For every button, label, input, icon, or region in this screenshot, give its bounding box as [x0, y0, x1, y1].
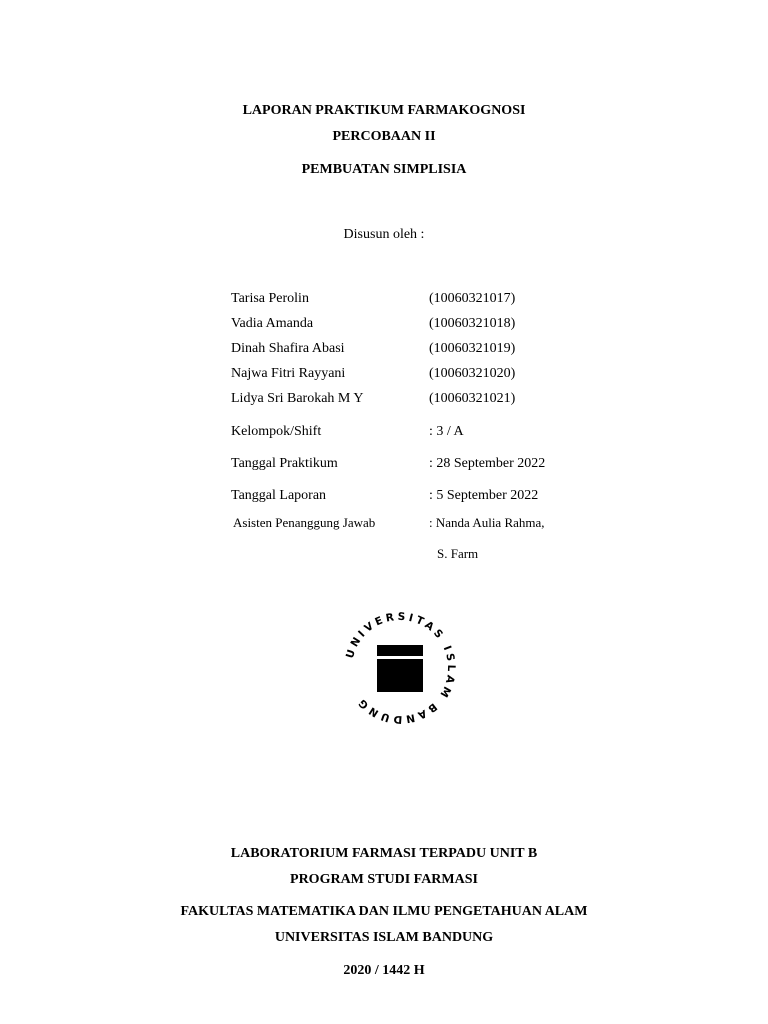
group-label: Kelompok/Shift — [231, 424, 322, 439]
experiment-number: PERCOBAAN II — [332, 129, 436, 144]
assistant-title: S. Farm — [437, 546, 479, 561]
kaaba-icon — [377, 645, 423, 692]
author-nim: (10060321018) — [429, 316, 516, 331]
author-name: Vadia Amanda — [231, 316, 314, 331]
report-title: LAPORAN PRAKTIKUM FARMAKOGNOSI — [242, 103, 526, 118]
author-nim: (10060321019) — [429, 341, 516, 356]
group-value: : 3 / A — [429, 424, 464, 439]
author-nim: (10060321020) — [429, 366, 516, 381]
practicum-date-label: Tanggal Praktikum — [231, 456, 338, 471]
author-nim: (10060321021) — [429, 391, 516, 406]
compiled-by-label: Disusun oleh : — [343, 227, 425, 242]
academic-year: 2020 / 1442 H — [343, 963, 425, 978]
report-date-label: Tanggal Laporan — [231, 488, 327, 503]
lab-name: LABORATORIUM FARMASI TERPADU UNIT B — [230, 846, 538, 861]
university-name: UNIVERSITAS ISLAM BANDUNG — [274, 930, 494, 945]
faculty-name: FAKULTAS MATEMATIKA DAN ILMU PENGETAHUAN ALAM — [180, 904, 588, 919]
report-date-value: : 5 September 2022 — [429, 488, 539, 503]
program-name: PROGRAM STUDI FARMASI — [290, 872, 478, 887]
practicum-date-value: : 28 September 2022 — [429, 456, 546, 471]
author-nim: (10060321017) — [429, 291, 516, 306]
author-name: Najwa Fitri Rayyani — [231, 366, 346, 381]
author-name: Tarisa Perolin — [231, 291, 309, 306]
experiment-topic: PEMBUATAN SIMPLISIA — [301, 162, 467, 177]
seal-text: UNIVERSITAS ISLAM BANDUNG — [343, 610, 458, 726]
assistant-value: : Nanda Aulia Rahma, — [429, 515, 545, 530]
university-seal — [340, 608, 460, 728]
assistant-label: Asisten Penanggung Jawab — [233, 515, 376, 530]
author-name: Dinah Shafira Abasi — [231, 341, 345, 356]
author-name: Lidya Sri Barokah M Y — [231, 391, 364, 406]
university-logo — [340, 608, 460, 728]
